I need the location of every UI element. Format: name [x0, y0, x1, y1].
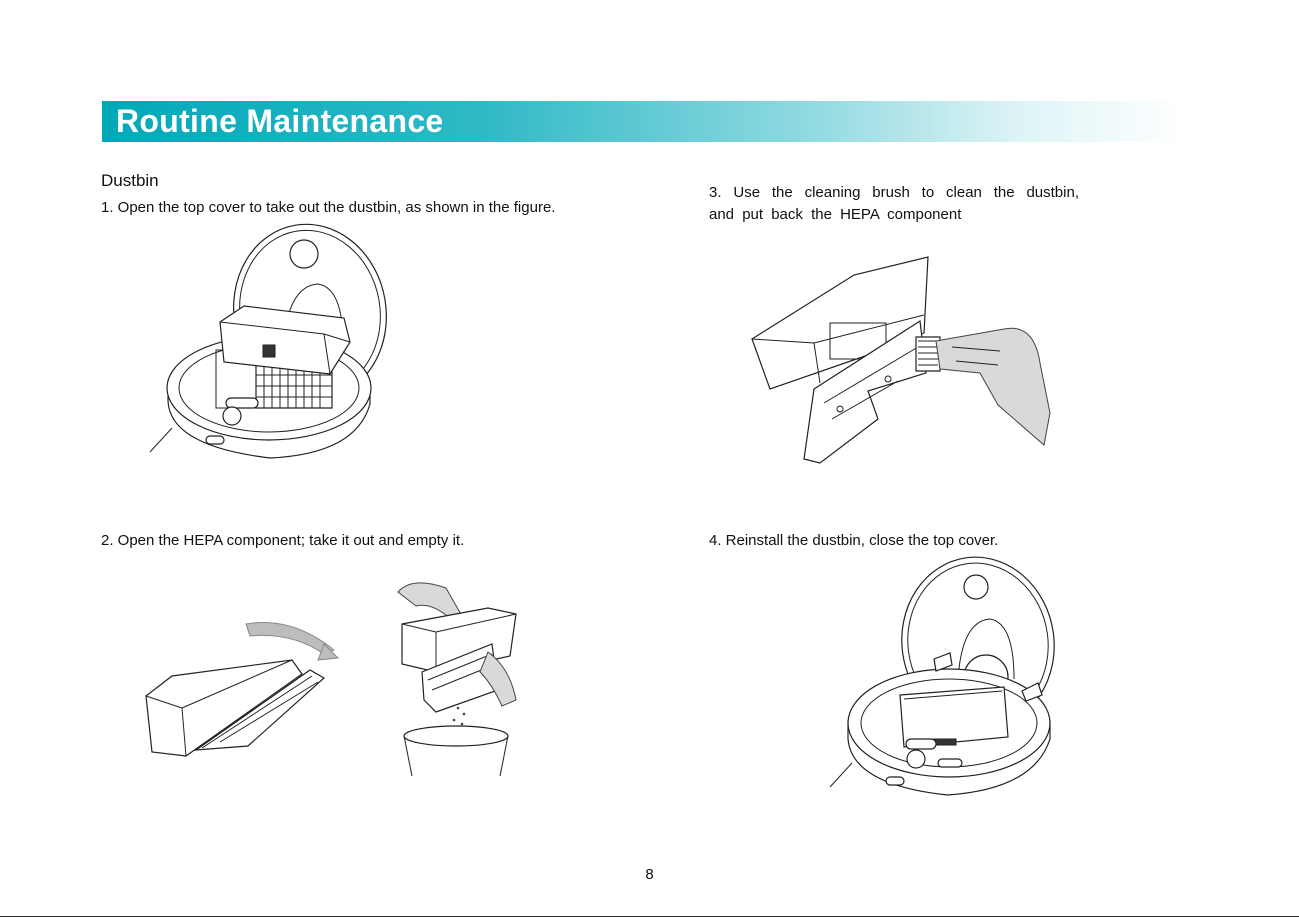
step-2-text: 2. Open the HEPA component; take it out and empty it. [101, 532, 465, 549]
robot-vacuum-reinstall-icon [826, 563, 1061, 808]
page-number: 8 [645, 866, 654, 883]
robot-vacuum-open-lid-icon [148, 226, 393, 471]
footer-rule [0, 916, 1299, 917]
section-heading: Dustbin [101, 171, 159, 190]
page-title: Routine Maintenance [116, 103, 444, 139]
step-1-text: 1. Open the top cover to take out the dustbin, as shown in the figure. [101, 199, 556, 216]
hepa-filter-open-icon [142, 612, 342, 762]
brush-cleaning-dustbin-icon [748, 253, 1053, 473]
step-3-text: 3. Use the cleaning brush to clean the dustbin, and put back the HEPA component [709, 184, 1079, 223]
step-4-text: 4. Reinstall the dustbin, close the top cover. [709, 532, 999, 549]
emptying-dustbin-icon [392, 572, 522, 777]
header-band [102, 101, 1184, 142]
